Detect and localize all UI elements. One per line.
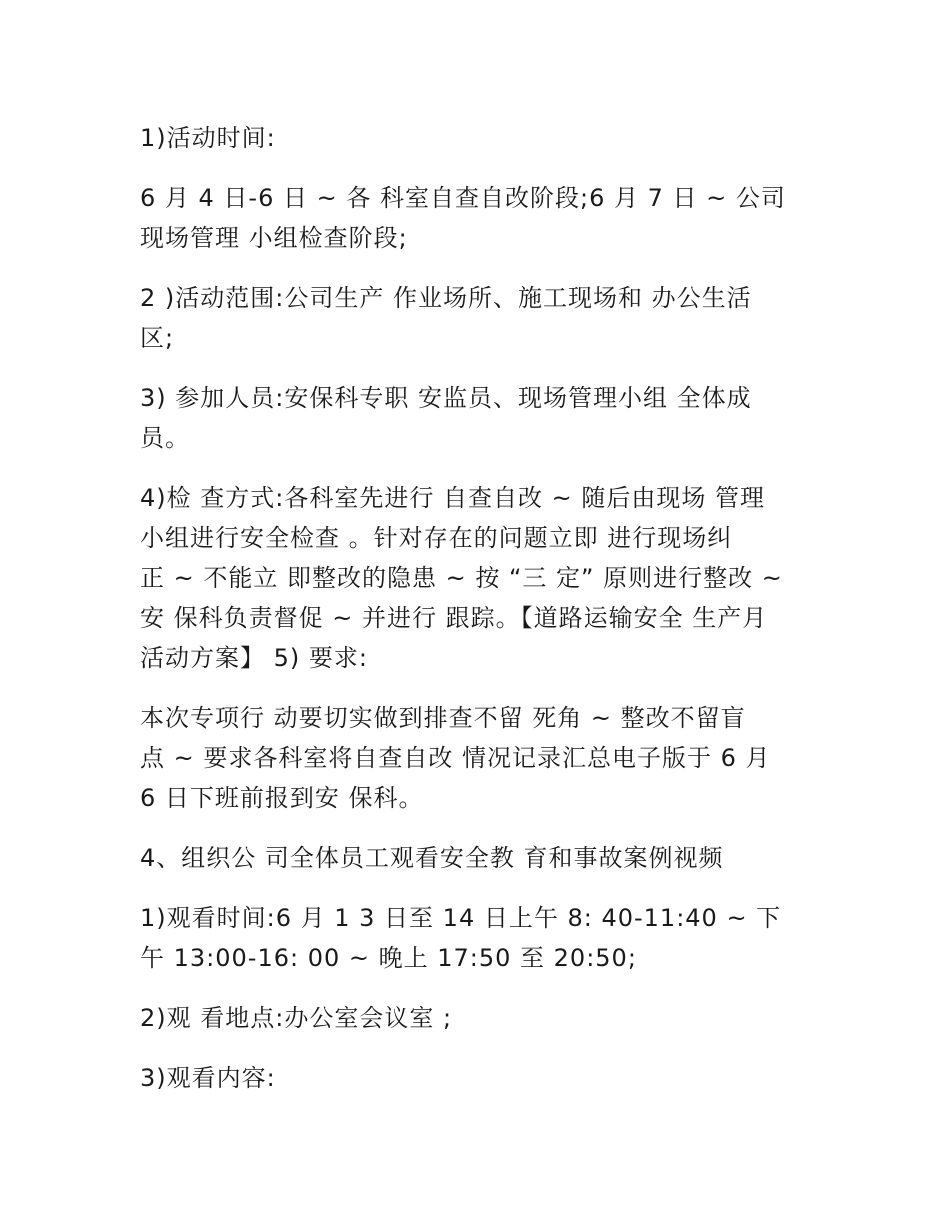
text-line: 本次专项行 动要切实做到排查不留 死角 ~ 整改不留盲: [140, 704, 746, 732]
text-line: 小组进行安全检查 。针对存在的问题立即 进行现场纠: [140, 524, 733, 552]
text-line: 员。: [140, 424, 190, 452]
text-line: 2 )活动范围:公司生产 作业场所、施工现场和 办公生活: [140, 284, 752, 312]
text-line: 午 13:00-16: 00 ~ 晚上 17:50 至 20:50;: [140, 944, 637, 972]
text-line: 安 保科负责督促 ~ 并进行 跟踪。【道路运输安全 生产月: [140, 604, 768, 632]
text-line: 活动方案】 5) 要求:: [140, 644, 368, 672]
text-line: 3) 参加人员:安保科专职 安监员、现场管理小组 全体成: [140, 384, 752, 412]
text-line: 点 ~ 要求各科室将自查自改 情况记录汇总电子版于 6 月: [140, 744, 771, 772]
text-line: 1)活动时间:: [140, 124, 276, 152]
text-line: 3)观看内容:: [140, 1064, 276, 1092]
text-line: 2)观 看地点:办公室会议室 ;: [140, 1004, 453, 1032]
text-line: 6 月 4 日-6 日 ~ 各 科室自查自改阶段;6 月 7 日 ~ 公司: [140, 184, 786, 212]
text-line: 正 ~ 不能立 即整改的隐患 ~ 按 “三 定” 原则进行整改 ~: [140, 564, 783, 592]
text-line: 区;: [140, 324, 175, 352]
text-line: 1)观看时间:6 月 1 3 日至 14 日上午 8: 40-11:40 ~ 下: [140, 904, 782, 932]
text-line: 6 日下班前报到安 保科。: [140, 784, 424, 812]
text-line: 4、组织公 司全体员工观看安全教 育和事故案例视频: [140, 844, 724, 872]
text-line: 4)检 查方式:各科室先进行 自查自改 ~ 随后由现场 管理: [140, 484, 765, 512]
text-line: 现场管理 小组检查阶段;: [140, 224, 408, 252]
